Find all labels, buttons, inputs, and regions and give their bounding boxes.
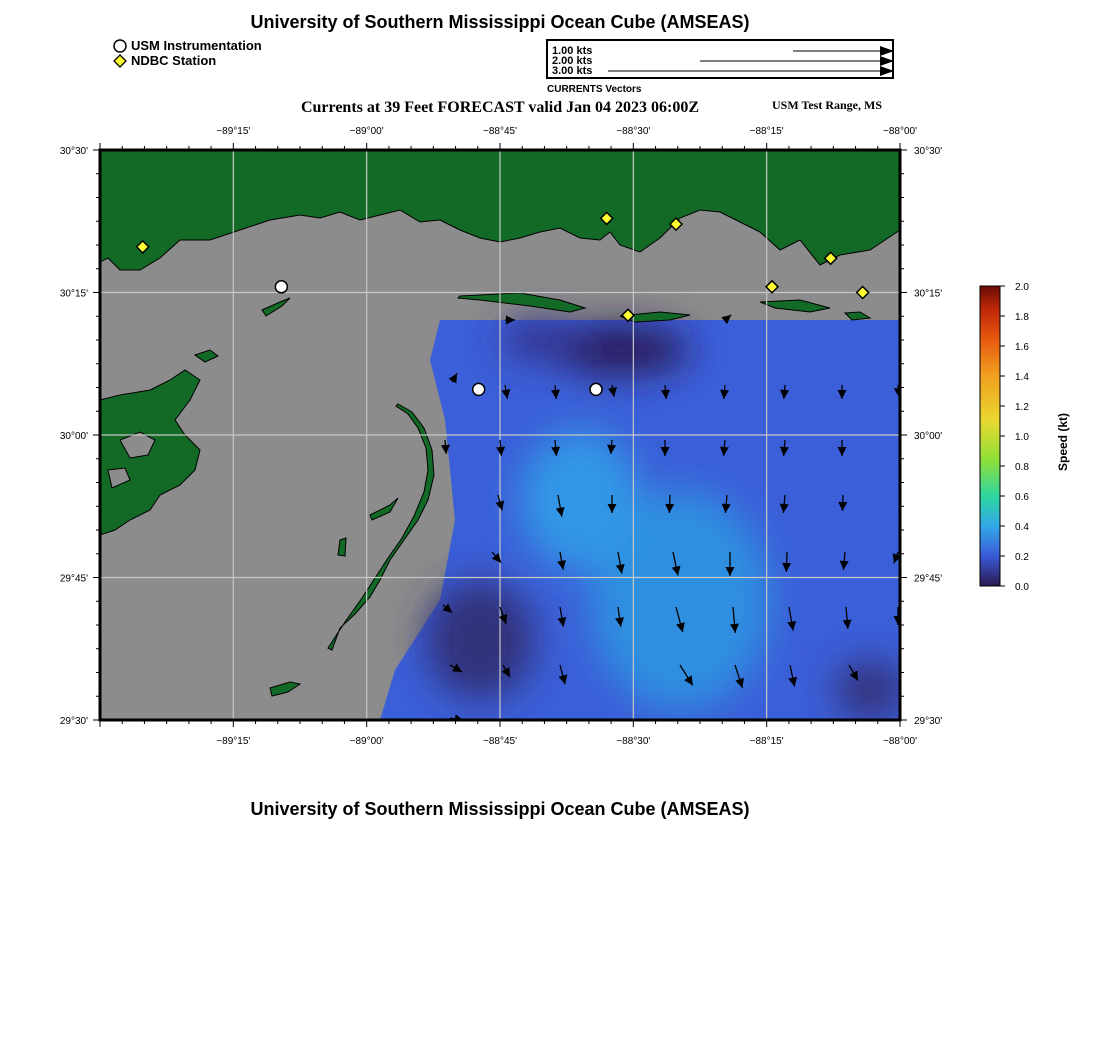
- page-title: University of Southern Mississippi Ocean Cube (AMSEAS): [250, 12, 750, 32]
- colorbar-tick-label: 0.4: [1015, 522, 1029, 533]
- vector-scale-label-1: 1.00 kts: [552, 45, 593, 57]
- lon-tick-label-bottom: −89°15': [216, 736, 251, 747]
- lat-tick-label-left: 30°15': [59, 288, 88, 300]
- colorbar-tick-label: 1.4: [1015, 372, 1029, 383]
- colorbar-tick-label: 1.8: [1015, 312, 1029, 323]
- lon-tick-label-top: −88°30': [616, 126, 651, 137]
- colorbar-tick-label: 0.6: [1015, 492, 1029, 503]
- lat-tick-label-right: 30°30': [914, 146, 943, 157]
- colorbar: [980, 286, 1000, 586]
- colorbar-tick-label: 2.0: [1015, 282, 1029, 293]
- lat-tick-label-right: 29°45': [914, 573, 943, 585]
- usm-station-marker: [275, 281, 287, 293]
- lon-tick-label-bottom: −88°30': [616, 736, 651, 747]
- colorbar-ticks: [1000, 282, 1029, 593]
- lon-tick-label-bottom: −89°00': [349, 736, 384, 747]
- colorbar-tick-label: 0.2: [1015, 552, 1029, 563]
- page-title-bottom: University of Southern Mississippi Ocean Cube (AMSEAS): [250, 799, 750, 819]
- region-label: USM Test Range, MS: [772, 98, 883, 112]
- lon-tick-label-top: −88°45': [483, 126, 517, 137]
- usm-station-marker: [590, 383, 602, 395]
- lat-tick-label-right: 29°30': [914, 716, 943, 727]
- colorbar-tick-label: 1.0: [1015, 432, 1029, 443]
- colorbar-tick-label: 0.8: [1015, 462, 1029, 473]
- lon-tick-label-top: −89°00': [349, 126, 384, 137]
- vector-scale-label-3: 3.00 kts: [552, 65, 593, 77]
- colorbar-title: Speed (kt): [1056, 413, 1070, 472]
- lon-tick-label-top: −88°00': [883, 126, 917, 137]
- lon-tick-label-bottom: −88°45': [483, 736, 517, 747]
- lat-tick-label-left: 30°30': [59, 146, 88, 157]
- lon-tick-label-top: −89°15': [216, 126, 251, 137]
- colorbar-tick-label: 0.0: [1015, 582, 1029, 593]
- lat-tick-label-left: 29°45': [59, 573, 88, 585]
- legend-usm-label: USM Instrumentation: [131, 38, 262, 53]
- colorbar-tick-label: 1.2: [1015, 402, 1029, 413]
- lon-tick-label-top: −88°15': [749, 126, 784, 137]
- lat-tick-label-right: 30°15': [914, 288, 943, 300]
- lat-tick-label-right: 30°00': [914, 431, 943, 442]
- colorbar-tick-label: 1.6: [1015, 342, 1029, 353]
- map-subtitle: Currents at 39 Feet FORECAST valid Jan 04 2023 06:00Z: [300, 99, 700, 116]
- lat-tick-label-left: 29°30': [59, 716, 88, 727]
- lon-tick-label-bottom: −88°15': [749, 736, 784, 747]
- legend-ndbc-label: NDBC Station: [131, 53, 217, 68]
- lat-tick-label-left: 30°00': [59, 431, 88, 442]
- speed-field: [380, 320, 905, 720]
- vector-scale-caption: CURRENTS Vectors: [547, 84, 642, 95]
- lon-tick-label-bottom: −88°00': [883, 736, 917, 747]
- usm-station-marker: [473, 383, 485, 395]
- vector-scale-label-2: 2.00 kts: [552, 55, 593, 67]
